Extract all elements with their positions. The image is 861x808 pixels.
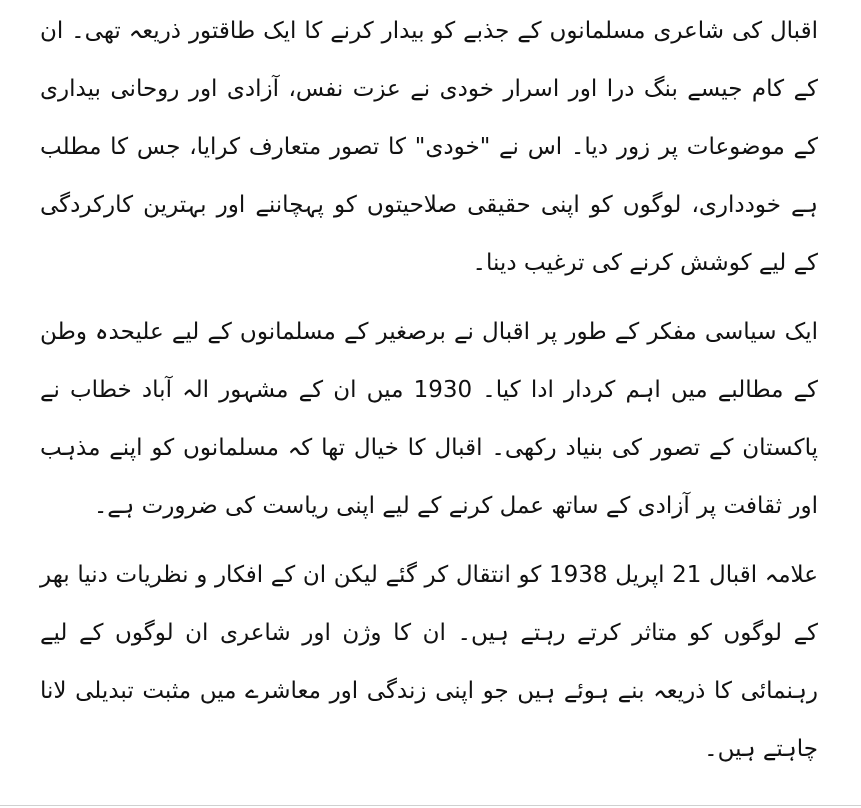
paragraph-iqbal-poetry: اقبال کی شاعری مسلمانوں کے جذبے کو بیدار کرنے کا ایک طاقتور ذریعہ تھی۔ ان کے کام جیسے بنگ درا اور اسرار خودی نے عزت نفس، آزادی اور روحانی بیداری کے موضوعات پر زور دیا۔ اس نے "خودی" کا تصور متعارف کرایا، جس کا مطلب ہے خودداری، لوگوں کو اپنی حقیقی صلاحیتوں کو پہچاننے اور بہترین کارکردگی کے لیے کوشش کرنے کی ترغیب دینا۔ (40, 18, 818, 276)
paragraph-political-thinker: ایک سیاسی مفکر کے طور پر اقبال نے برصغیر کے مسلمانوں کے لیے علیحدہ وطن کے مطالبے میں اہم کردار ادا کیا۔ 1930 میں ان کے مشہور الہ آباد خطاب نے پاکستان کے تصور کی بنیاد رکھی۔ اقبال کا خیال تھا کہ مسلمانوں کو اپنے مذہب اور ثقافت پر آزادی کے ساتھ عمل کرنے کے لیے اپنی ریاست کی ضرورت ہے۔ (40, 319, 818, 519)
page-bottom-divider (0, 805, 861, 806)
document-body (40, 0, 818, 778)
paragraph-legacy: علامہ اقبال 21 اپریل 1938 کو انتقال کر گئے لیکن ان کے افکار و نظریات دنیا بھر کے لوگوں کو متاثر کرتے رہتے ہیں۔ ان کا وژن اور شاعری ان لوگوں کے لیے رہنمائی کا ذریعہ بنے ہوئے ہیں جو اپنی زندگی اور معاشرے میں مثبت تبدیلی لانا چاہتے ہیں۔ (40, 562, 818, 762)
